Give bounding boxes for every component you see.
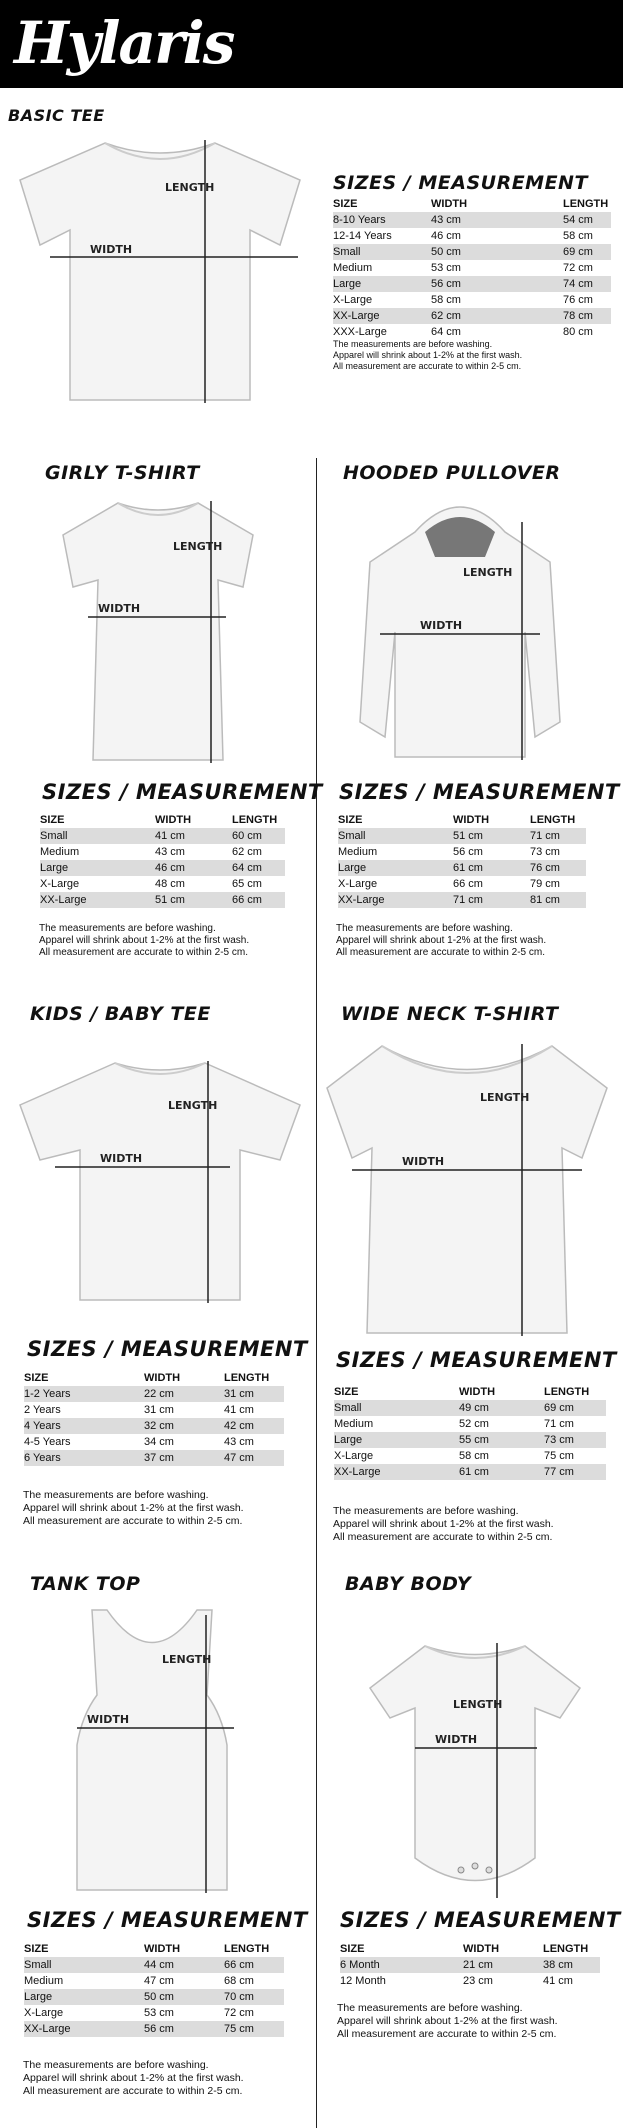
column-header: LENGTH: [544, 1386, 590, 1398]
girly-tshirt-length-label: LENGTH: [173, 540, 223, 553]
table-row: [333, 228, 611, 244]
table-row: [333, 308, 611, 324]
girly-tshirt-size-table: [40, 812, 285, 908]
table-cell: 66 cm: [224, 1959, 254, 1971]
wide-neck-tshirt-width-label: WIDTH: [402, 1155, 445, 1168]
tank-top-notes: [23, 2059, 244, 2098]
table-cell: 54 cm: [563, 214, 593, 226]
table-row: [334, 1448, 606, 1464]
table-cell: 71 cm: [544, 1418, 574, 1430]
kids-baby-tee-size-table: [24, 1370, 284, 1466]
table-cell: 73 cm: [544, 1434, 574, 1446]
baby-body-image: [365, 1638, 585, 1900]
table-cell: 8-10 Years: [333, 214, 386, 226]
table-cell: Large: [40, 862, 69, 874]
table-cell: 56 cm: [453, 846, 483, 858]
table-cell: XX-Large: [24, 2023, 71, 2035]
table-header: [338, 812, 586, 828]
table-cell: 48 cm: [155, 878, 185, 890]
table-row: [333, 244, 611, 260]
brand-header: [0, 0, 623, 88]
table-row: [24, 1450, 284, 1466]
note-line: All measurement are accurate to within 2-5 cm.: [23, 2085, 243, 2097]
section-title-girly-tshirt: GIRLY T-SHIRT: [45, 462, 200, 484]
girly-tshirt-heading: SIZES / MEASUREMENT: [42, 780, 323, 804]
wide-neck-tshirt-size-table: [334, 1384, 606, 1480]
table-cell: Medium: [338, 846, 378, 858]
table-row: [40, 844, 285, 860]
table-row: [333, 276, 611, 292]
tank-top-size-table: [24, 1941, 284, 2037]
table-cell: 61 cm: [453, 862, 483, 874]
section-title-basic-tee: BASIC TEE: [8, 106, 105, 125]
note-line: Apparel will shrink about 1-2% at the first wash.: [333, 350, 523, 360]
basic-tee-width-label: WIDTH: [90, 243, 133, 256]
girly-tshirt-notes: [39, 923, 249, 959]
table-cell: 53 cm: [144, 2007, 174, 2019]
column-header: LENGTH: [543, 1943, 589, 1955]
column-header: SIZE: [24, 1372, 49, 1384]
table-row: [24, 2005, 284, 2021]
column-divider: [316, 458, 317, 2128]
table-cell: 50 cm: [144, 1991, 174, 2003]
column-header: WIDTH: [463, 1943, 500, 1955]
column-header: WIDTH: [459, 1386, 496, 1398]
table-cell: 47 cm: [144, 1975, 174, 1987]
table-row: [333, 292, 611, 308]
table-cell: X-Large: [334, 1450, 374, 1462]
table-cell: 34 cm: [144, 1436, 174, 1448]
tank-top-image: [62, 1605, 242, 1895]
column-header: SIZE: [334, 1386, 359, 1398]
baby-body-size-table: [340, 1941, 600, 1989]
table-cell: 56 cm: [144, 2023, 174, 2035]
column-header: WIDTH: [453, 814, 490, 826]
table-cell: 56 cm: [431, 278, 461, 290]
table-cell: Medium: [334, 1418, 374, 1430]
table-row: [333, 324, 611, 340]
table-cell: 1-2 Years: [24, 1388, 71, 1400]
table-row: [340, 1973, 600, 1989]
table-cell: 12-14 Years: [333, 230, 392, 242]
table-cell: Small: [334, 1402, 362, 1414]
table-cell: 71 cm: [530, 830, 560, 842]
table-cell: 4 Years: [24, 1420, 61, 1432]
basic-tee-size-table: [333, 196, 611, 340]
table-cell: X-Large: [333, 294, 373, 306]
table-row: [24, 1973, 284, 1989]
table-cell: Small: [333, 246, 361, 258]
table-cell: 65 cm: [232, 878, 262, 890]
table-row: [40, 892, 285, 908]
table-cell: 2 Years: [24, 1404, 61, 1416]
note-line: Apparel will shrink about 1-2% at the first wash.: [23, 1502, 244, 1514]
table-cell: Medium: [40, 846, 80, 858]
table-cell: 76 cm: [530, 862, 560, 874]
table-cell: 72 cm: [563, 262, 593, 274]
table-cell: 6 Years: [24, 1452, 61, 1464]
note-line: All measurement are accurate to within 2-5 cm.: [333, 361, 522, 371]
table-cell: 38 cm: [543, 1959, 573, 1971]
table-row: [24, 1386, 284, 1402]
table-cell: X-Large: [40, 878, 80, 890]
table-row: [334, 1432, 606, 1448]
column-header: WIDTH: [155, 814, 192, 826]
note-line: Apparel will shrink about 1-2% at the first wash.: [333, 1518, 554, 1530]
table-row: [40, 876, 285, 892]
table-cell: XX-Large: [40, 894, 87, 906]
column-header: LENGTH: [224, 1943, 270, 1955]
table-row: [24, 1989, 284, 2005]
table-cell: 68 cm: [224, 1975, 254, 1987]
basic-tee-length-label: LENGTH: [165, 181, 215, 194]
hooded-pullover-size-table: [338, 812, 586, 908]
table-row: [338, 844, 586, 860]
table-cell: 77 cm: [544, 1466, 574, 1478]
table-cell: 72 cm: [224, 2007, 254, 2019]
table-cell: 49 cm: [459, 1402, 489, 1414]
table-cell: 46 cm: [155, 862, 185, 874]
table-row: [338, 860, 586, 876]
note-line: Apparel will shrink about 1-2% at the first wash.: [336, 935, 547, 946]
table-cell: 62 cm: [232, 846, 262, 858]
table-cell: 69 cm: [544, 1402, 574, 1414]
hooded-pullover-length-label: LENGTH: [463, 566, 513, 579]
table-cell: 32 cm: [144, 1420, 174, 1432]
table-cell: 12 Month: [340, 1975, 386, 1987]
note-line: The measurements are before washing.: [337, 2002, 523, 2014]
table-cell: 4-5 Years: [24, 1436, 71, 1448]
table-header: [333, 196, 611, 212]
table-cell: 31 cm: [144, 1404, 174, 1416]
table-row: [338, 828, 586, 844]
table-cell: 51 cm: [453, 830, 483, 842]
section-title-wide-neck-tshirt: WIDE NECK T-SHIRT: [341, 1003, 559, 1025]
section-title-tank-top: TANK TOP: [30, 1573, 141, 1595]
table-cell: 71 cm: [453, 894, 483, 906]
baby-body-length-label: LENGTH: [453, 1698, 503, 1711]
table-cell: 66 cm: [232, 894, 262, 906]
table-row: [334, 1400, 606, 1416]
wide-neck-tshirt-heading: SIZES / MEASUREMENT: [336, 1348, 617, 1372]
column-header: LENGTH: [224, 1372, 270, 1384]
table-cell: 78 cm: [563, 310, 593, 322]
table-cell: 31 cm: [224, 1388, 254, 1400]
table-row: [24, 1957, 284, 1973]
table-cell: 75 cm: [224, 2023, 254, 2035]
note-line: The measurements are before washing.: [333, 1505, 519, 1517]
table-cell: 64 cm: [232, 862, 262, 874]
baby-body-heading: SIZES / MEASUREMENT: [340, 1908, 621, 1932]
table-cell: 75 cm: [544, 1450, 574, 1462]
column-header: WIDTH: [431, 198, 468, 210]
column-header: LENGTH: [563, 198, 609, 210]
table-cell: 66 cm: [453, 878, 483, 890]
kids-baby-tee-width-label: WIDTH: [100, 1152, 143, 1165]
table-header: [334, 1384, 606, 1400]
table-cell: 60 cm: [232, 830, 262, 842]
table-cell: 42 cm: [224, 1420, 254, 1432]
table-cell: 53 cm: [431, 262, 461, 274]
column-header: SIZE: [333, 198, 358, 210]
brand-logo: Hylaris: [14, 9, 234, 77]
table-cell: 70 cm: [224, 1991, 254, 2003]
note-line: All measurement are accurate to within 2-5 cm.: [336, 947, 545, 958]
note-line: All measurement are accurate to within 2-5 cm.: [337, 2028, 557, 2040]
table-row: [334, 1464, 606, 1480]
table-cell: Large: [338, 862, 367, 874]
tank-top-length-label: LENGTH: [162, 1653, 212, 1666]
table-cell: 46 cm: [431, 230, 461, 242]
table-cell: 52 cm: [459, 1418, 489, 1430]
table-cell: 6 Month: [340, 1959, 380, 1971]
table-cell: 62 cm: [431, 310, 461, 322]
wide-neck-tshirt-length-label: LENGTH: [480, 1091, 530, 1104]
table-cell: 41 cm: [543, 1975, 573, 1987]
table-cell: XX-Large: [338, 894, 385, 906]
table-cell: 37 cm: [144, 1452, 174, 1464]
table-cell: 23 cm: [463, 1975, 493, 1987]
table-row: [334, 1416, 606, 1432]
table-header: [340, 1941, 600, 1957]
table-cell: 41 cm: [155, 830, 185, 842]
kids-baby-tee-notes: [23, 1489, 244, 1528]
table-row: [340, 1957, 600, 1973]
table-row: [338, 892, 586, 908]
section-title-kids-baby-tee: KIDS / BABY TEE: [30, 1003, 211, 1025]
section-title-baby-body: BABY BODY: [345, 1573, 472, 1595]
table-cell: Large: [334, 1434, 363, 1446]
table-cell: X-Large: [338, 878, 378, 890]
table-row: [24, 2021, 284, 2037]
note-line: All measurement are accurate to within 2-5 cm.: [333, 1531, 553, 1543]
hooded-pullover-heading: SIZES / MEASUREMENT: [339, 780, 620, 804]
table-cell: 58 cm: [563, 230, 593, 242]
baby-body-width-label: WIDTH: [435, 1733, 478, 1746]
column-header: SIZE: [24, 1943, 49, 1955]
hooded-pullover-image: [355, 492, 565, 767]
table-row: [40, 860, 285, 876]
wide-neck-tshirt-image: [322, 1038, 612, 1338]
note-line: The measurements are before washing.: [39, 923, 216, 934]
tank-top-width-label: WIDTH: [87, 1713, 130, 1726]
note-line: Apparel will shrink about 1-2% at the first wash.: [39, 935, 250, 946]
table-cell: Small: [40, 830, 68, 842]
note-line: The measurements are before washing.: [23, 2059, 209, 2071]
column-header: LENGTH: [232, 814, 278, 826]
table-header: [40, 812, 285, 828]
girly-tshirt-image: [48, 495, 273, 765]
table-cell: XXX-Large: [333, 326, 387, 338]
table-cell: 74 cm: [563, 278, 593, 290]
kids-baby-tee-image: [15, 1055, 305, 1305]
table-cell: Medium: [333, 262, 373, 274]
kids-baby-tee-heading: SIZES / MEASUREMENT: [27, 1337, 308, 1361]
table-cell: 81 cm: [530, 894, 560, 906]
table-cell: 21 cm: [463, 1959, 493, 1971]
hooded-pullover-width-label: WIDTH: [420, 619, 463, 632]
table-cell: 22 cm: [144, 1388, 174, 1400]
table-cell: XX-Large: [333, 310, 380, 322]
note-line: All measurement are accurate to within 2-5 cm.: [39, 947, 248, 958]
table-row: [333, 212, 611, 228]
table-cell: 64 cm: [431, 326, 461, 338]
table-row: [24, 1402, 284, 1418]
table-cell: 61 cm: [459, 1466, 489, 1478]
wide-neck-tshirt-notes: [333, 1505, 554, 1544]
basic-tee-image: [10, 135, 310, 410]
table-cell: Large: [24, 1991, 53, 2003]
note-line: The measurements are before washing.: [23, 1489, 209, 1501]
kids-baby-tee-length-label: LENGTH: [168, 1099, 218, 1112]
tank-top-heading: SIZES / MEASUREMENT: [27, 1908, 308, 1932]
table-cell: 79 cm: [530, 878, 560, 890]
note-line: The measurements are before washing.: [333, 339, 493, 349]
table-cell: Large: [333, 278, 362, 290]
table-cell: 51 cm: [155, 894, 185, 906]
table-cell: 58 cm: [431, 294, 461, 306]
hooded-pullover-notes: [336, 923, 546, 959]
table-cell: Small: [24, 1959, 52, 1971]
section-title-hooded-pullover: HOODED PULLOVER: [343, 462, 561, 484]
column-header: WIDTH: [144, 1372, 181, 1384]
table-cell: 80 cm: [563, 326, 593, 338]
table-cell: 43 cm: [155, 846, 185, 858]
column-header: SIZE: [338, 814, 363, 826]
table-cell: 73 cm: [530, 846, 560, 858]
table-row: [338, 876, 586, 892]
table-cell: 69 cm: [563, 246, 593, 258]
table-row: [24, 1434, 284, 1450]
table-cell: 43 cm: [431, 214, 461, 226]
table-row: [333, 260, 611, 276]
table-cell: 43 cm: [224, 1436, 254, 1448]
basic-tee-notes: [333, 339, 522, 372]
baby-body-notes: [337, 2002, 558, 2041]
table-cell: 47 cm: [224, 1452, 254, 1464]
note-line: Apparel will shrink about 1-2% at the first wash.: [337, 2015, 558, 2027]
table-cell: 76 cm: [563, 294, 593, 306]
column-header: SIZE: [340, 1943, 365, 1955]
note-line: All measurement are accurate to within 2-5 cm.: [23, 1515, 243, 1527]
table-cell: 58 cm: [459, 1450, 489, 1462]
table-row: [40, 828, 285, 844]
table-cell: X-Large: [24, 2007, 64, 2019]
note-line: The measurements are before washing.: [336, 923, 513, 934]
column-header: SIZE: [40, 814, 65, 826]
table-row: [24, 1418, 284, 1434]
table-cell: 41 cm: [224, 1404, 254, 1416]
basic-tee-heading: SIZES / MEASUREMENT: [333, 172, 588, 194]
note-line: Apparel will shrink about 1-2% at the first wash.: [23, 2072, 244, 2084]
table-cell: Medium: [24, 1975, 64, 1987]
column-header: WIDTH: [144, 1943, 181, 1955]
table-header: [24, 1941, 284, 1957]
column-header: LENGTH: [530, 814, 576, 826]
table-cell: 44 cm: [144, 1959, 174, 1971]
girly-tshirt-width-label: WIDTH: [98, 602, 141, 615]
table-header: [24, 1370, 284, 1386]
table-cell: 55 cm: [459, 1434, 489, 1446]
table-cell: 50 cm: [431, 246, 461, 258]
table-cell: XX-Large: [334, 1466, 381, 1478]
table-cell: Small: [338, 830, 366, 842]
